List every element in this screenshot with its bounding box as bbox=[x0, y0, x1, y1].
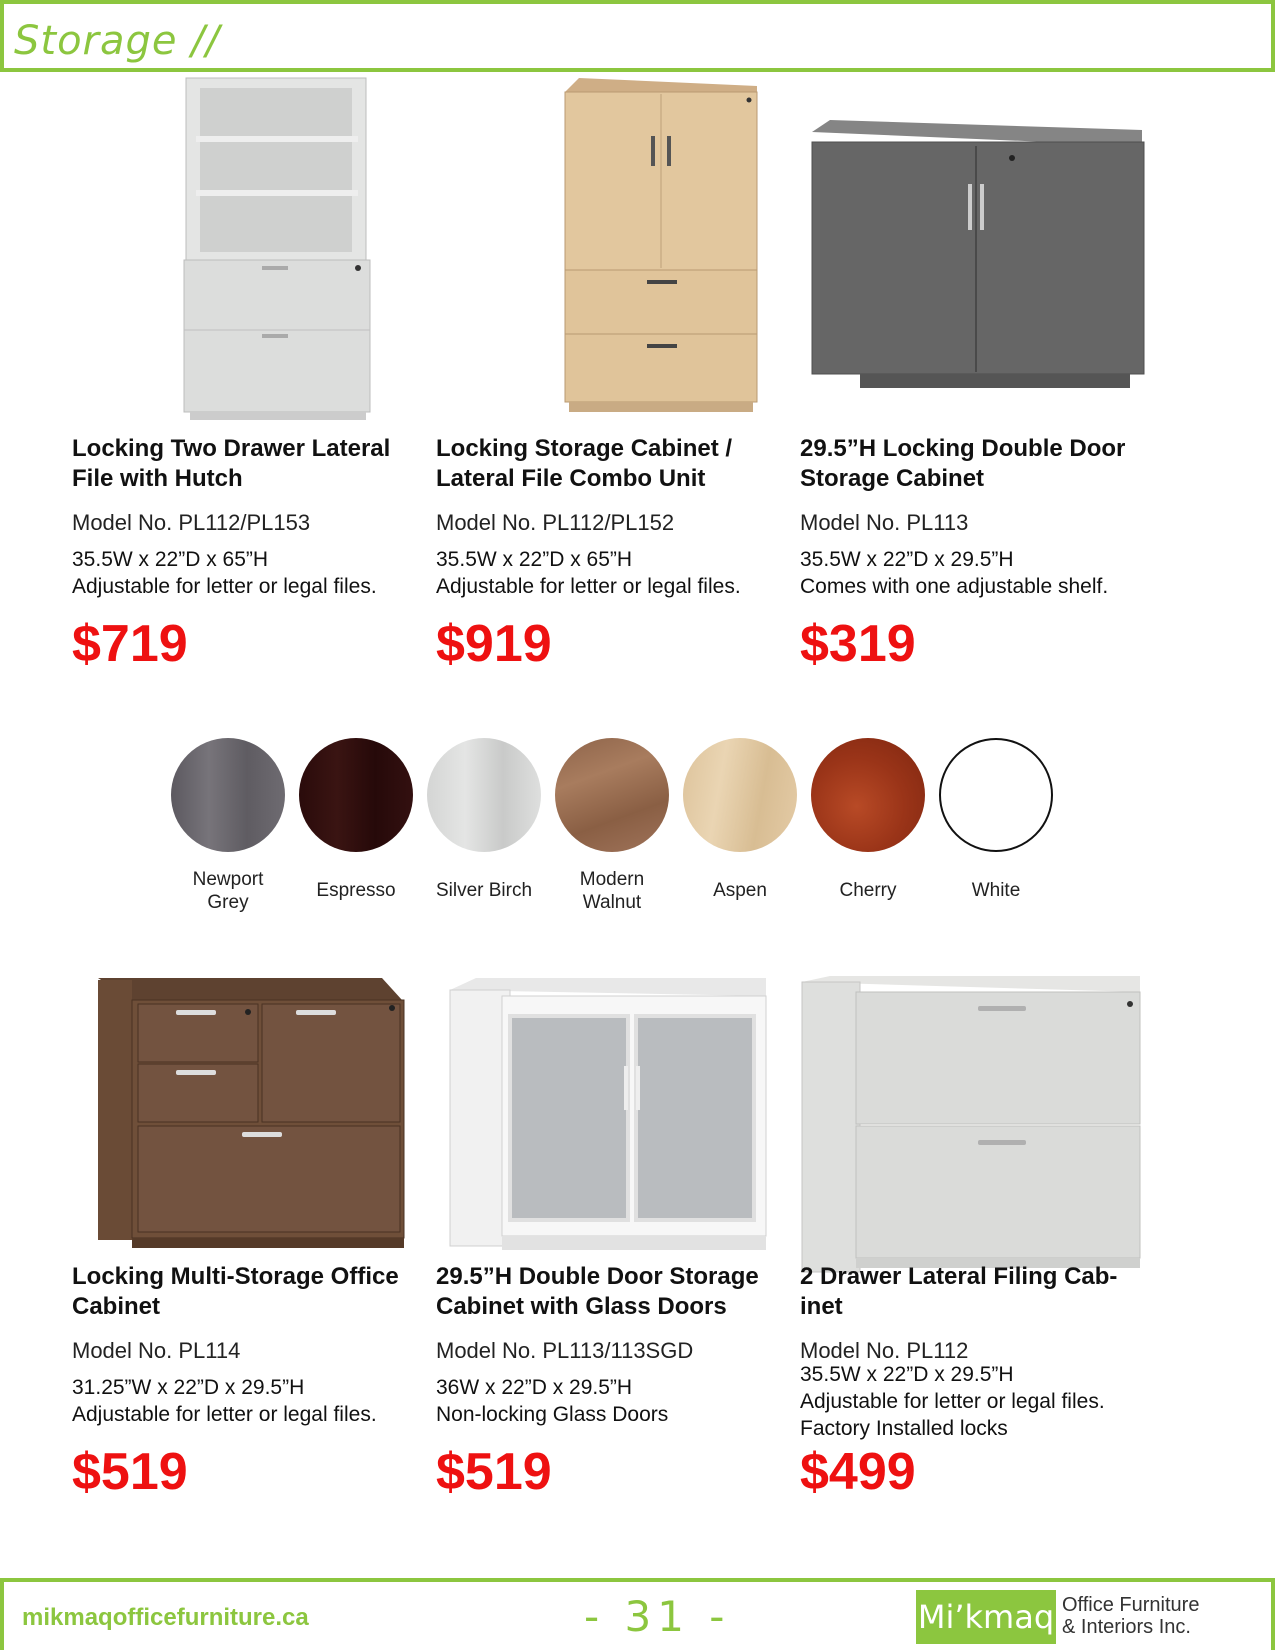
multi-storage-cabinet-illustration bbox=[72, 976, 417, 1286]
product-card-5 bbox=[436, 976, 796, 1576]
company-name-line: Office Furniture bbox=[1062, 1594, 1200, 1616]
finish-circle bbox=[939, 738, 1053, 852]
product-card-6 bbox=[800, 976, 1160, 1576]
product-dimensions: 35.5W x 22”D x 29.5”H bbox=[800, 1363, 1014, 1386]
product-card-1 bbox=[72, 76, 432, 696]
finish-label bbox=[426, 879, 542, 902]
finish-label-line: Newport bbox=[192, 869, 264, 890]
product-dimensions: 36W x 22”D x 29.5”H bbox=[436, 1376, 633, 1399]
product-title-line: Locking Multi-Storage Office bbox=[72, 1263, 399, 1290]
product-title-line: Locking Storage Cabinet / bbox=[436, 435, 733, 462]
product-title-line: 29.5”H Locking Double Door bbox=[800, 435, 1126, 462]
finish-swatches bbox=[170, 738, 1110, 918]
finish-label-line: Grey bbox=[207, 892, 249, 913]
product-image-lateral-file bbox=[800, 976, 1145, 1286]
product-model: Model No. PL113/113SGD bbox=[436, 1338, 694, 1363]
product-dimensions: 35.5W x 22”D x 65”H bbox=[72, 548, 269, 571]
product-note: Adjustable for letter or legal files. bbox=[436, 575, 741, 598]
product-title-line: Lateral File Combo Unit bbox=[436, 465, 706, 492]
product-price: $319 bbox=[800, 615, 916, 673]
product-title-line: Cabinet with Glass Doors bbox=[436, 1293, 727, 1320]
finish-circle bbox=[555, 738, 669, 852]
finish-swatch-white bbox=[938, 738, 1054, 901]
page-header bbox=[0, 0, 1275, 72]
finish-label bbox=[298, 879, 414, 902]
finish-label-line: Cherry bbox=[839, 880, 897, 901]
product-price: $919 bbox=[436, 615, 552, 673]
product-image-multi-storage bbox=[72, 976, 417, 1286]
glass-door-cabinet-illustration bbox=[436, 976, 781, 1266]
product-dimensions: 35.5W x 22”D x 65”H bbox=[436, 548, 633, 571]
product-image-double-door bbox=[800, 76, 1160, 416]
double-door-cabinet-illustration bbox=[800, 76, 1160, 416]
product-note: Adjustable for letter or legal files. bbox=[72, 575, 377, 598]
website-link[interactable]: mikmaqofficefurniture.ca bbox=[22, 1604, 309, 1631]
product-note: Adjustable for letter or legal files. bbox=[72, 1403, 377, 1426]
finish-swatch-espresso bbox=[298, 738, 414, 901]
product-title-line: 2 Drawer Lateral Filing Cab- bbox=[800, 1263, 1118, 1290]
finish-label bbox=[554, 868, 670, 914]
finish-label bbox=[170, 868, 286, 914]
product-title-line: 29.5”H Double Door Storage bbox=[436, 1263, 759, 1290]
page-number: - 31 - bbox=[584, 1592, 731, 1641]
product-card-2 bbox=[436, 76, 796, 696]
product-note: Adjustable for letter or legal files. bbox=[800, 1390, 1105, 1413]
product-title bbox=[800, 1262, 1170, 1322]
brand-logo: Mi’kmaq bbox=[916, 1590, 1056, 1644]
product-note-locks: Factory Installed locks bbox=[800, 1417, 1008, 1440]
product-note: Non-locking Glass Doors bbox=[436, 1403, 669, 1426]
product-model: Model No. PL114 bbox=[72, 1338, 241, 1363]
finish-swatch-aspen bbox=[682, 738, 798, 901]
finish-label-line: Silver Birch bbox=[435, 880, 533, 901]
finish-label bbox=[682, 879, 798, 902]
finish-circle bbox=[171, 738, 285, 852]
product-title-line: Storage Cabinet bbox=[800, 465, 985, 492]
finish-label-line: Modern bbox=[579, 869, 645, 890]
product-card-3 bbox=[800, 76, 1160, 696]
finish-label-line: Espresso bbox=[316, 880, 396, 901]
product-image-glass-door bbox=[436, 976, 781, 1266]
lateral-file-cabinet-illustration bbox=[800, 976, 1145, 1286]
finish-label-line: White bbox=[971, 880, 1021, 901]
page-footer bbox=[0, 1578, 1275, 1650]
product-price: $519 bbox=[72, 1443, 188, 1501]
finish-label bbox=[810, 879, 926, 902]
product-card-4 bbox=[72, 976, 432, 1576]
hutch-illustration bbox=[132, 76, 432, 421]
product-note: Comes with one adjustable shelf. bbox=[800, 575, 1109, 598]
finish-circle bbox=[811, 738, 925, 852]
company-name-line: & Interiors Inc. bbox=[1062, 1616, 1191, 1638]
combo-cabinet-illustration bbox=[536, 76, 786, 431]
finish-circle bbox=[427, 738, 541, 852]
finish-label bbox=[938, 879, 1054, 902]
section-title: Storage // bbox=[14, 18, 221, 64]
product-title bbox=[436, 1262, 806, 1322]
product-image-combo bbox=[536, 76, 786, 431]
finish-swatch-cherry bbox=[810, 738, 926, 901]
finish-swatch-newport-grey bbox=[170, 738, 286, 913]
finish-circle bbox=[683, 738, 797, 852]
finish-circle bbox=[299, 738, 413, 852]
product-title-line: Cabinet bbox=[72, 1293, 161, 1320]
product-title bbox=[72, 1262, 442, 1322]
product-title-line: inet bbox=[800, 1293, 843, 1320]
product-title-line: File with Hutch bbox=[72, 465, 243, 492]
finish-swatch-silver-birch bbox=[426, 738, 542, 901]
company-name bbox=[1062, 1594, 1199, 1638]
product-title bbox=[800, 434, 1170, 494]
product-model: Model No. PL113 bbox=[800, 510, 969, 535]
product-image-hutch bbox=[132, 76, 432, 421]
product-title-line: Locking Two Drawer Lateral bbox=[72, 435, 391, 462]
product-model: Model No. PL112/PL153 bbox=[72, 510, 311, 535]
finish-label-line: Aspen bbox=[713, 880, 767, 901]
product-dimensions: 35.5W x 22”D x 29.5”H bbox=[800, 548, 1014, 571]
product-price: $499 bbox=[800, 1443, 916, 1501]
product-price: $719 bbox=[72, 615, 188, 673]
product-price: $519 bbox=[436, 1443, 552, 1501]
product-model: Model No. PL112 bbox=[800, 1338, 969, 1363]
finish-swatch-modern-walnut bbox=[554, 738, 670, 913]
product-model: Model No. PL112/PL152 bbox=[436, 510, 675, 535]
product-title bbox=[436, 434, 806, 494]
finish-label-line: Walnut bbox=[582, 892, 642, 913]
product-dimensions: 31.25”W x 22”D x 29.5”H bbox=[72, 1376, 305, 1399]
product-title bbox=[72, 434, 442, 494]
